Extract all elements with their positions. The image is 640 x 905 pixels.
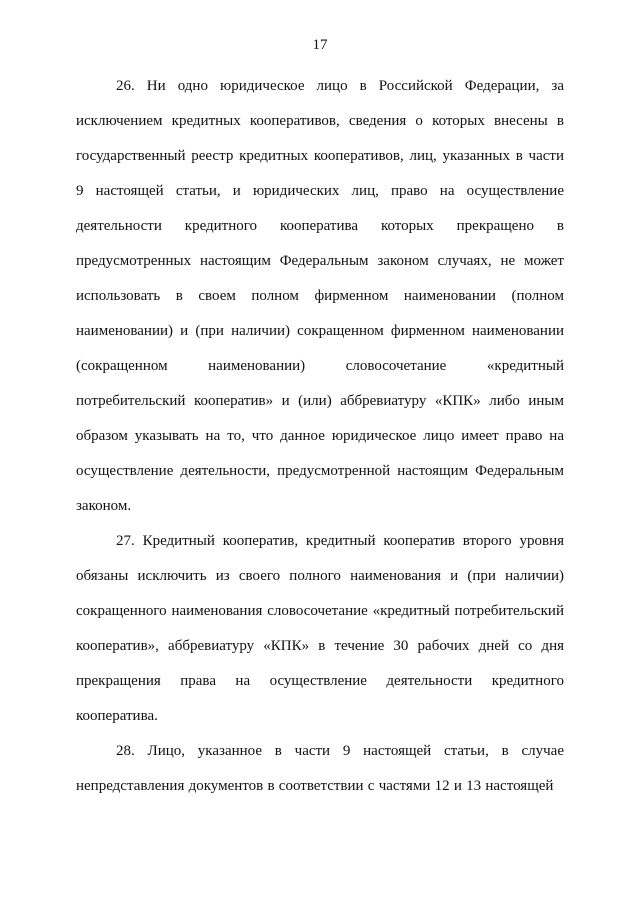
paragraph-26: 26. Ни одно юридическое лицо в Российской Федерации, за исключением кредитных кооперативов, сведения о которых внесены в государственный реестр кредитных кооперативов, лиц, указанных в части 9 настоящей статьи, и юридических лиц, право на осуществление деятельности кредитного кооператива которых прекращено в предусмотренных настоящим Федеральным законом случаях, не может использовать в своем полном фирменном наименовании (полном наименовании) и (при наличии) сокращенном фирменном наименовании (сокращенном наименовании) словосочетание «кредитный потребительский кооператив» и (или) аббревиатуру «КПК» либо иным образом указывать на то, что данное юридическое лицо имеет право на осуществление деятельности, предусмотренной настоящим Федеральным законом. [76,78,564,514]
page-number: 17 [312,37,328,53]
paragraph-28: 28. Лицо, указанное в части 9 настоящей статьи, в случае непредставления документов в соответствии с частями 12 и 13 настоящей [76,743,564,794]
paragraph-27: 27. Кредитный кооператив, кредитный кооператив второго уровня обязаны исключить из своего полного наименования и (при наличии) сокращенного наименования словосочетание «кредитный потребительский кооператив», аббревиатуру «КПК» в течение 30 рабочих дней со дня прекращения права на осуществление деятельности кредитного кооператива. [76,533,564,724]
document-body [76,69,564,804]
